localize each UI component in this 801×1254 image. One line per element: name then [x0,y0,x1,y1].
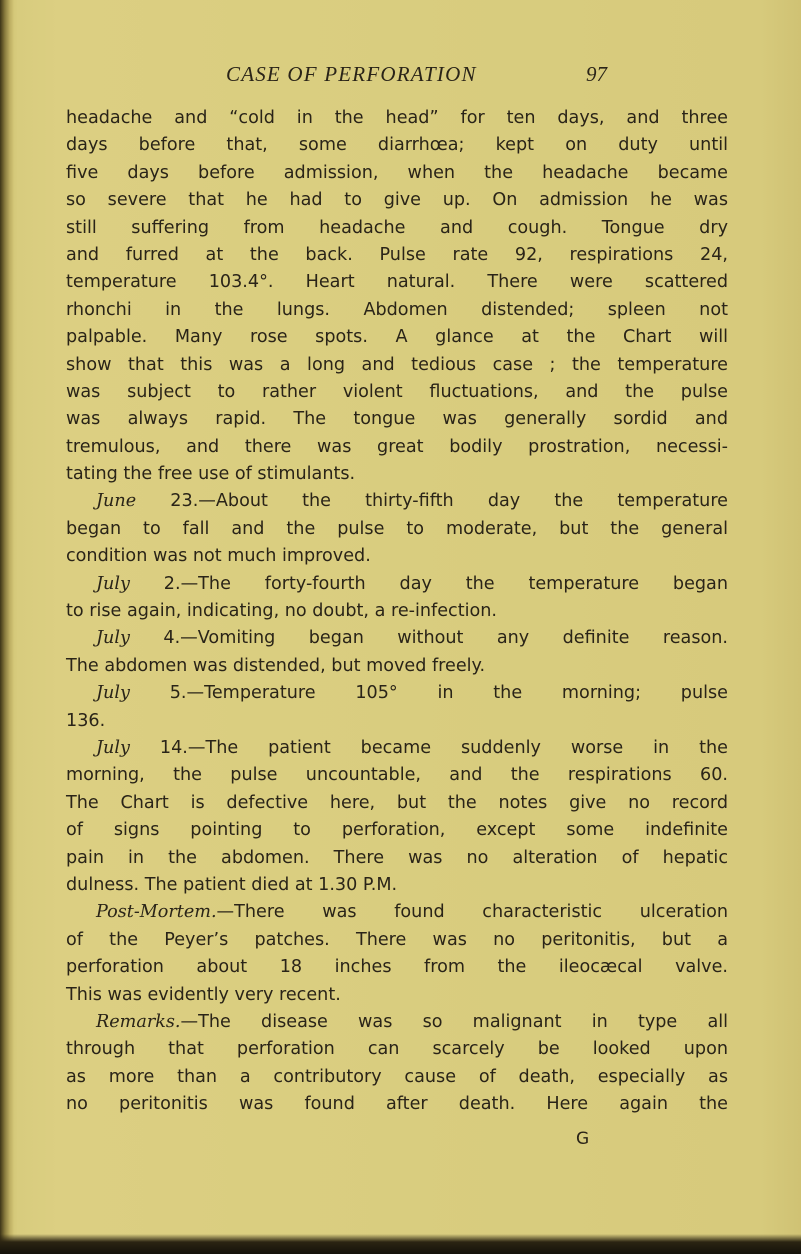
line-text: rhonchi in the lungs. Abdomen distended; spleen not [66,299,728,320]
line-text: The abdomen was distended, but moved freely. [66,655,486,676]
text-line [66,708,728,735]
line-text: tating the free use of stimulants. [66,464,356,485]
text-line [66,187,728,214]
text-line [66,1009,728,1036]
line-text: temperature 103.4°. Heart natural. There were scattered [66,272,728,293]
line-text: 136. [66,710,106,731]
line-text: This was evidently very recent. [66,984,341,1005]
line-text: palpable. Many rose spots. A glance at the Chart will [66,327,728,348]
entry-heading: July [96,683,130,704]
line-text: 2.—The forty-fourth day the temperature began [129,573,728,594]
text-line [66,461,728,488]
line-text: of signs pointing to perforation, except some indefinite [66,820,728,841]
signature-mark: G [576,1129,590,1149]
text-line [66,571,728,598]
text-line [66,269,728,296]
text-line [66,516,728,543]
text-line [66,653,728,680]
text-line [66,406,728,433]
text-line [66,817,728,844]
text-line [66,899,728,926]
line-text: and furred at the back. Pulse rate 92, respirations 24, [66,244,728,265]
text-line [66,845,728,872]
line-text: as more than a contributory cause of death, especially as [66,1066,728,1087]
line-text: 14.—The patient became suddenly worse in the [129,737,728,758]
line-text: perforation about 18 inches from the ileocæcal valve. [66,957,728,978]
book-spine-shadow [0,0,14,1254]
text-line [66,352,728,379]
body-text [66,105,728,1118]
text-line [66,680,728,707]
text-line [66,927,728,954]
line-text: five days before admission, when the headache became [66,162,728,183]
text-line [66,1091,728,1118]
line-text: was subject to rather violent fluctuations, and the pulse [66,381,728,402]
text-line [66,105,728,132]
text-line [66,242,728,269]
line-text: of the Peyer’s patches. There was no peritonitis, but a [66,929,728,950]
line-text: was always rapid. The tongue was generally sordid and [66,409,728,430]
entry-heading: July [96,737,130,758]
line-text: The Chart is defective here, but the notes give no record [66,792,728,813]
page-bottom-edge [0,1234,801,1254]
line-text: —There was found characteristic ulceration [216,902,728,923]
text-line [66,379,728,406]
text-line [66,954,728,981]
line-text: 4.—Vomiting began without any definite reason. [129,628,728,649]
text-line [66,872,728,899]
line-text: began to fall and the pulse to moderate, but the general [66,518,728,539]
text-line [66,215,728,242]
line-text: so severe that he had to give up. On admission he was [66,190,728,211]
line-text: days before that, some diarrhœa; kept on duty until [66,135,728,156]
text-line [66,790,728,817]
entry-heading: Remarks. [96,1011,181,1032]
line-text: dulness. The patient died at 1.30 P.M. [66,874,398,895]
line-text: 5.—Temperature 105° in the morning; pulse [129,683,728,704]
text-line [66,488,728,515]
line-text: show that this was a long and tedious case ; the temperature [66,354,728,375]
entry-heading: Post-Mortem. [96,902,217,923]
text-line [66,982,728,1009]
line-text: 23.—About the thirty-fifth day the temperature [136,491,728,512]
line-text: still suffering from headache and cough. Tongue dry [66,217,728,238]
text-line [66,735,728,762]
text-line [66,1036,728,1063]
line-text: headache and “cold in the head” for ten days, and three [66,108,728,128]
text-line [66,625,728,652]
text-line [66,160,728,187]
line-text: tremulous, and there was great bodily prostration, necessi- [66,436,728,457]
entry-heading: July [96,628,130,649]
text-line [66,762,728,789]
text-line [66,297,728,324]
line-text: pain in the abdomen. There was no alteration of hepatic [66,847,728,868]
line-text: through that perforation can scarcely be looked upon [66,1039,728,1060]
text-line [66,543,728,570]
text-line [66,324,728,351]
text-line [66,1064,728,1091]
page-header [0,62,801,92]
line-text: condition was not much improved. [66,546,371,567]
text-line [66,132,728,159]
line-text: morning, the pulse uncountable, and the respirations 60. [66,765,728,786]
text-line [66,434,728,461]
line-text: no peritonitis was found after death. Here again the [66,1094,728,1115]
text-line [66,598,728,625]
entry-heading: July [96,573,130,594]
line-text: —The disease was so malignant in type all [180,1011,728,1032]
running-head: CASE OF PERFORATION [226,62,477,86]
entry-heading: June [96,491,137,512]
line-text: to rise again, indicating, no doubt, a re-infection. [66,601,498,622]
page-number: 97 [586,62,607,86]
